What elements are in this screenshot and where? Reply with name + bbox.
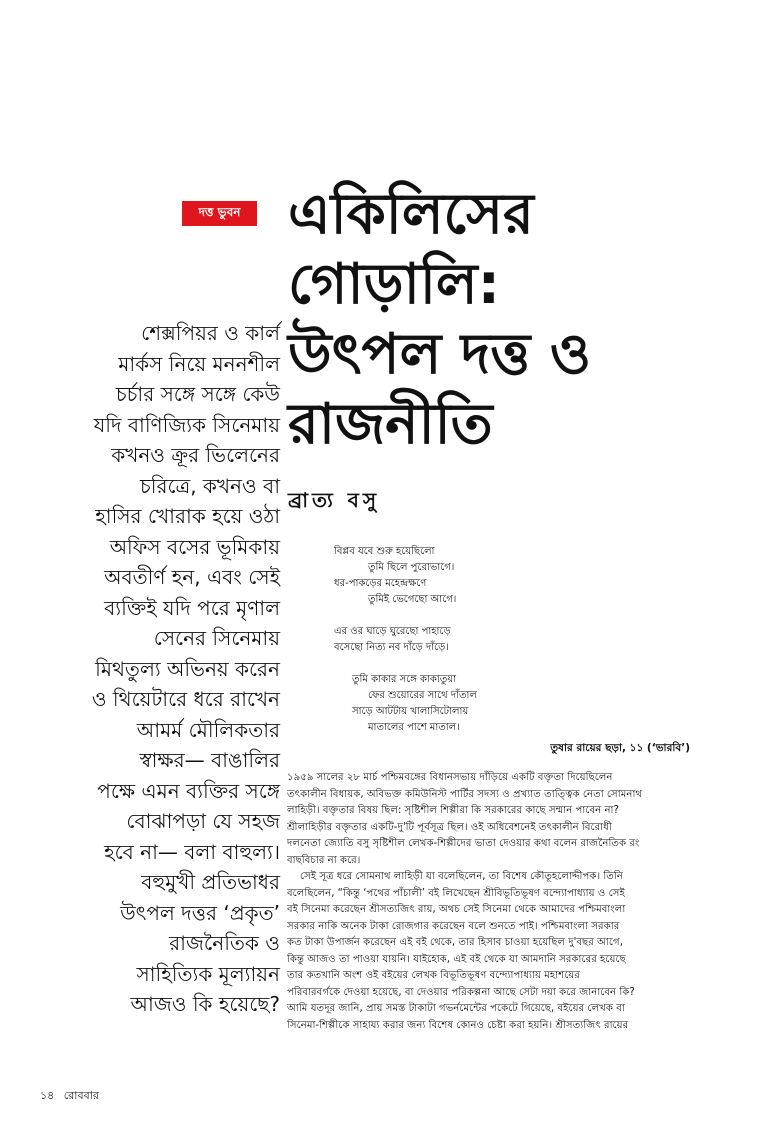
pull-quote-line: সেনের সিনেমায় [153, 626, 280, 650]
pull-quote-line: রাজনৈতিক ও [169, 931, 280, 955]
poem-line: বিপ্লব যবে শুরু হয়েছিলো [334, 546, 435, 557]
body-line: সিনেমা-শিল্পীকে সাহায্য করার জন্য বিশেষ কোনও চেষ্টা করা হয়নি। শ্রীসত্যজিৎ রায়ের [287, 1019, 629, 1031]
body-line: বলেছিলেন, “কিন্তু ‘পথের পাঁচালী’ বই লিখেছেন শ্রীবিভূতিভূষণ বন্দ্যোপাধ্যায় ও সেই [287, 887, 625, 899]
epigraph-poem [334, 544, 664, 736]
body-line: সেই সূত্র ধরে সোমনাথ লাহিড়ী যা বলেছিলেন, তা বিশেষ কৌতূহলোদ্দীপক। তিনি [287, 871, 623, 882]
pull-quote-line: ও থিয়েটারে ধরে রাখেন [91, 687, 280, 711]
poem-line: তুমিই ভেগেছো আগে। [368, 594, 457, 605]
section-tag: দত্ত ভুবন [182, 201, 257, 226]
pull-quote-line: যদি বাণিজ্যিক সিনেমায় [93, 412, 280, 437]
pull-quote-line: অফিস বসের ভূমিকায় [109, 534, 280, 559]
body-line: বাছবিচার না করে। [287, 854, 361, 866]
body-line: পরিবারবর্গকে দেওয়া হয়েছে, বা দেওয়ার পরিকল্পনা আছে সেটা দয়া করে জানাবেন কি? [287, 986, 635, 998]
poem-line: তুমি ছিলে পুরোভাগে। [368, 562, 455, 573]
poem-line: তুমি কাকার সঙ্গে কাকাতুয়া [352, 674, 457, 685]
page-footer [40, 1087, 99, 1106]
pull-quote [40, 318, 280, 1020]
pull-quote-line: আজও কি হয়েছে? [130, 992, 280, 1016]
pull-quote-line: মার্কস নিয়ে মননশীল [118, 351, 280, 376]
pull-quote-line: সাহিত্যিক মূল্যায়ন [136, 961, 280, 986]
pull-quote-line: চর্চার সঙ্গে সঙ্গে কেউ [115, 382, 280, 406]
poem-line: মাতালের পাশে মাতাল। [368, 722, 460, 733]
headline-line: গোড়ালি: [288, 252, 501, 317]
pull-quote-line: অবতীর্ণ হন, এবং সেই [104, 565, 280, 589]
headline-line: রাজনীতি [288, 392, 493, 457]
body-line: শ্রীলাহিড়ীর বক্তৃতার একটি-দু'টি পূর্বসূত্র ছিল। ওই অধিবেশনেই তৎকালীন বিরোধী [287, 821, 612, 833]
pull-quote-line: কখনও ক্রূর ভিলেনের [111, 443, 280, 467]
body-line: তার কতখানি অংশ ওই বইয়ের লেখক বিভূতিভূষণ বন্দ্যোপাধ্যায় মহাশয়ের [287, 970, 580, 981]
pull-quote-line: পক্ষে এমন ব্যক্তির সঙ্গে [97, 778, 280, 803]
poem-credit: তুষার রায়ের ছড়া, ১১ (‘ভারবি’) [550, 742, 690, 754]
headline [288, 180, 618, 460]
body-line: ১৯৫৯ সালের ২৮ মার্চ পশ্চিমবঙ্গের বিধানসভায় দাঁড়িয়ে একটি বক্তৃতা দিয়েছিলেন [287, 772, 613, 783]
headline-line: একিলিসের [288, 182, 534, 247]
body-line: সরকার নাকি অনেক টাকা রোজগার করেছেন বলে শুনতে পাই। পশ্চিমবাংলা সরকার [287, 920, 620, 932]
body-line: দলনেতা জ্যোতি বসু সৃষ্টিশীল লেখক-শিল্পীদের ভাতা দেওয়ার কথা বলেন রাজনৈতিক রং [287, 838, 640, 849]
pull-quote-line: হাসির খোরাক হয়ে ওঠা [95, 504, 280, 528]
page-number: ১৪ [40, 1089, 55, 1102]
poem-line: এর ওর ঘাড়ে ঘুরেছো পাহাড়ে [334, 626, 451, 637]
poem-line: বসেছো নিত্য নব দাঁড়ে দাঁড়ে। [334, 642, 449, 653]
magazine-name: রোববার [63, 1089, 99, 1102]
body-line: কিন্তু আজও তা পাওয়া যায়নি। যাইহোক, এই বই থেকে যা আমদানি সরকারের হয়েছে [287, 953, 626, 965]
body-line: বই সিনেমা করেছেন শ্রীসত্যজিৎ রায়, অথচ সেই সিনেমা থেকে আমাদের পশ্চিমবাংলা [287, 904, 626, 915]
pull-quote-line: হবে না— বলা বাহুল্য। [104, 839, 280, 864]
pull-quote-line: বোঝাপড়া যে সহজ [126, 809, 280, 833]
pull-quote-line: ব্যক্তিই যদি পরে মৃণাল [104, 595, 280, 620]
pull-quote-line: বহুমুখী প্রতিভাধর [141, 870, 280, 894]
body-line: লাহিড়ী। বক্তৃতার বিষয় ছিল: সৃষ্টিশীল শিল্পীরা কি সরকারের কাছে সম্মান পাবেন না? [287, 805, 619, 816]
headline-line: উৎপল দত্ত ও [288, 322, 591, 387]
pull-quote-line: উৎপল দত্তর ‘প্রকৃত’ [120, 900, 280, 925]
pull-quote-line: শেক্সপিয়র ও কার্ল [141, 321, 280, 345]
author-byline: ব্রাত্য বসু [288, 488, 381, 512]
poem-line: ধর-পাকড়ের মহেন্দ্রক্ষণে [334, 578, 427, 589]
pull-quote-line: মিথতুল্য অভিনয় করেন [95, 656, 280, 681]
pull-quote-line: আমর্ম মৌলিকতার [136, 717, 280, 742]
body-line: তৎকালীন বিধায়ক, অবিভক্ত কমিউনিস্ট পার্টির সদস্য ও প্রখ্যাত তাত্ত্বিক নেতা সোমনাথ [287, 788, 643, 800]
body-line: আমি যতদূর জানি, প্রায় সমস্ত টাকাটা গভর্নমেন্টের পকেটে গিয়েছে, বইয়ের লেখক বা [287, 1003, 625, 1014]
article-body [287, 770, 719, 1034]
pull-quote-line: চরিত্রে, কখনও বা [139, 473, 280, 498]
pull-quote-line: স্বাক্ষর— বাঙালির [139, 748, 280, 772]
poem-line: সাড়ে আটটায় খালাসিটোলায় [352, 706, 469, 717]
poem-line: ফের শুয়োরের সাথে দাঁতাল [368, 690, 477, 701]
body-line: কত টাকা উপার্জন করেছেন এই বই থেকে, তার হিসাব চাওয়া হয়েছিল দু'বছর আগে, [287, 937, 623, 948]
